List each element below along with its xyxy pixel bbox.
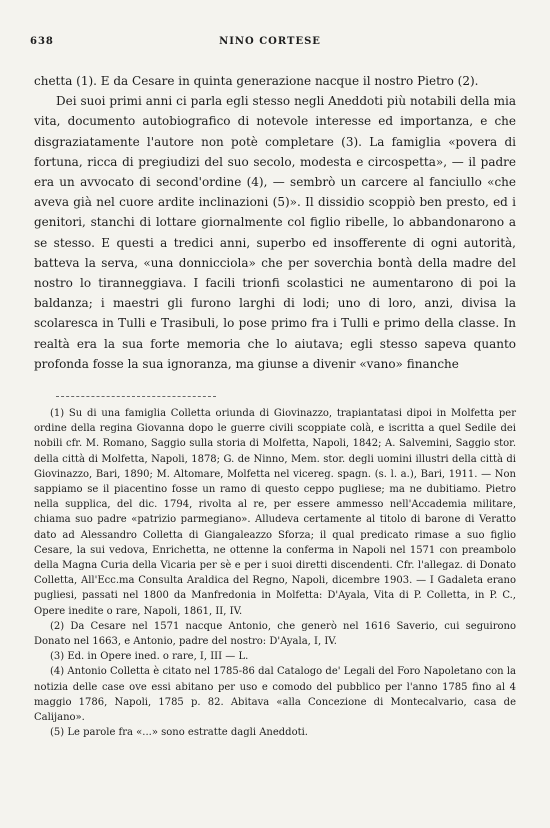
footnote: (1) Su di una famiglia Colletta oriunda di Giovinazzo, trapiantatasi dipoi in Molfetta per ordine della regina Giovanna dopo le guerre civili scoppiate colà, e iscritta a quel Sedile dei nobili cfr. M. Romano, Saggio sulla storia di Molfetta, Napoli, 1842; A. Salvemini, Saggio stor. della città di Molfetta, Napoli, 1878; G. de Ninno, Mem. stor. degli uomini illustri della città di Giovinazzo, Bari, 1890; M. Altomare, Molfetta nel vicereg. spagn. (s. l. a.), Bari, 1911. — Non sappiamo se il piacentino fosse un ramo di questo ceppo pugliese; ma ne dubitiamo. Pietro nella supplica, del dic. 1794, rivolta al re, per essere ammesso nell'Accademia militare, chiama suo padre «patrizio parmegiano». Alludeva certamente al titolo di barone di Veratto dato ad Alessandro Colletta di Giangaleazzo Sforza; il qual predicato rimase a suo figlio Cesare, la sui vedova, Enrichetta, ne ottenne la conferma in Napoli nel 1571 con preambolo della Magna Curia della Vicaria per sè e per i suoi diretti discendenti. Cfr. l'allegaz. di Donato Colletta, All'Ecc.ma Consulta Araldica del Regno, Napoli, dicembre 1903. — I Gadaleta erano pugliesi, passati nel 1800 da Manfredonia in Molfetta: D'Ayala, Vita di P. Colletta, in P. C., Opere inedite o rare, Napoli, 1861, II, IV. xyxy=(34,408,516,617)
paragraph: chetta (1). E da Cesare in quinta generazione nacque il nostro Pietro (2). xyxy=(34,74,479,88)
footnotes xyxy=(34,406,516,740)
footnote: (5) Le parole fra «...» sono estratte dagli Aneddoti. xyxy=(50,727,308,739)
footnote: (4) Antonio Colletta è citato nel 1785-86 dal Catalogo de' Legali del Foro Napoletano con la notizia delle case ove essi abitano per uso e comodo del pubblico per l'anno 1785 fino al 4 maggio 1786, Napoli, 1785 p. 82. Abitava «alla Concezione di Montecalvario, casa de Calijano». xyxy=(34,666,516,724)
paragraph: Dei suoi primi anni ci parla egli stesso negli Aneddoti più notabili della mia vita, documento autobiografico di notevole interesse ed importanza, e che disgraziatamente l'autore non potè completare (3). La famiglia «povera di fortuna, ricca di pregiudizi del suo secolo, modesta e circospetta», — il padre era un avvocato di second'ordine (4), — sembrò un carcere al fanciullo «che aveva già nel cuore ardite inclinazioni (5)». Il dissidio scoppiò ben presto, ed i genitori, stanchi di lottare giornalmente col figlio ribelle, lo abbandonarono a se stesso. E questi a tredici anni, superbo ed insofferente di ogni autorità, batteva la serva, «una donnicciola» che per soverchia bontà della madre del nostro lo tiranneggiava. I facili trionfi scolastici ne aumentarono di poi la baldanza; i maestri gli furono larghi di lodi; uno di loro, anzi, divisa la scolaresca in Tulli e Trasibuli, lo pose primo fra i Tulli e primo della classe. In realtà era la sua forte memoria che lo aiutava; egli stesso sapeva quanto profonda fosse la sua ignoranza, ma giunse a divenir «vano» finanche xyxy=(34,94,516,371)
page-header xyxy=(30,36,510,52)
footnote-separator xyxy=(56,396,216,403)
footnote: (2) Da Cesare nel 1571 nacque Antonio, che generò nel 1616 Saverio, cui seguirono Donato nel 1663, e Antonio, padre del nostro: D'Ayala, I, IV. xyxy=(34,620,516,648)
footnote: (3) Ed. in Opere ined. o rare, I, III — L. xyxy=(50,651,249,663)
page-number: 638 xyxy=(30,36,54,47)
main-text xyxy=(34,71,516,374)
running-head: NINO CORTESE xyxy=(219,36,321,47)
